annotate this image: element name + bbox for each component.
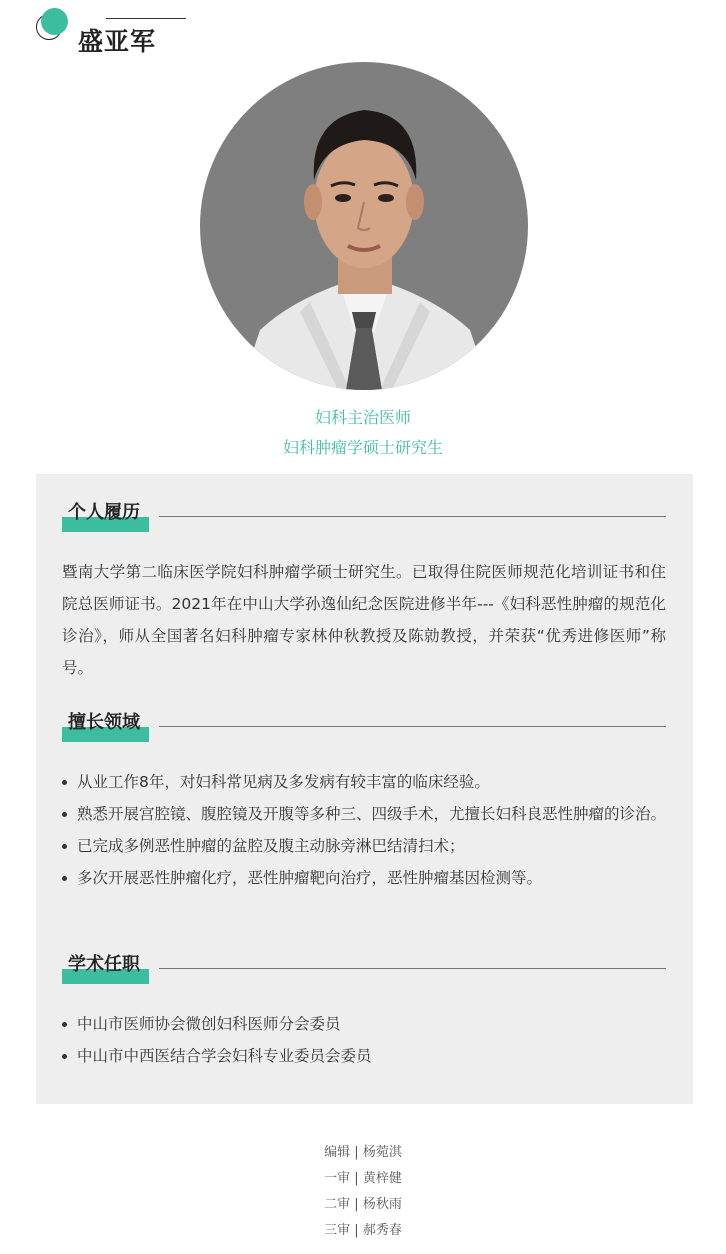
doctor-name: 盛亚军 [78,27,157,56]
resume-paragraph: 暨南大学第二临床医学院妇科肿瘤学硕士研究生。已取得住院医师规范化培训证书和住院总医师证书。2021年在中山大学孙逸仙纪念医院进修半年---《妇科恶性肿瘤的规范化诊治》，师从全国著名妇科肿瘤专家林仲秋教授及陈勍教授，并荣获“优秀进修医师”称号。 [62,563,666,677]
credit-review-2: 二审 | 杨秋雨 [324,1197,402,1212]
credit-editor: 编辑 | 杨菀淇 [324,1145,402,1160]
list-item: 已完成多例恶性肿瘤的盆腔及腹主动脉旁淋巴结清扫术； [62,830,666,862]
list-item: 从业工作8年，对妇科常见病及多发病有较丰富的临床经验。 [62,766,666,798]
header-line [106,18,186,19]
list-item: 多次开展恶性肿瘤化疗，恶性肿瘤靶向治疗，恶性肿瘤基因检测等。 [62,862,666,894]
section-heading [62,500,666,534]
doctor-portrait [200,62,528,390]
section-resume [62,500,666,684]
credit-review-1: 一审 | 黄梓健 [324,1171,402,1186]
heading-rule [159,726,666,727]
section-title: 擅长领域 [68,712,140,733]
section-expertise [62,710,666,894]
doctor-titles [0,403,726,463]
decorative-circle-fill [41,8,68,35]
list-item: 熟悉开展宫腔镜、腹腔镜及开腹等多种三、四级手术，尤擅长妇科良恶性肿瘤的诊治。 [62,798,666,830]
name-header [36,6,236,56]
heading-rule [159,516,666,517]
title-attending: 妇科主治医师 [314,408,411,427]
list-item: 中山市中西医结合学会妇科专业委员会委员 [62,1040,666,1072]
section-positions [62,952,666,1072]
credits [0,1140,726,1244]
profile-card [36,474,693,1104]
section-heading [62,952,666,986]
section-title: 个人履历 [68,502,140,523]
positions-list [62,1008,666,1072]
section-title: 学术任职 [68,954,140,975]
list-item: 中山市医师协会微创妇科医师分会委员 [62,1008,666,1040]
section-heading [62,710,666,744]
expertise-list [62,766,666,894]
credit-review-3: 三审 | 郝秀春 [324,1223,402,1238]
title-degree: 妇科肿瘤学硕士研究生 [282,438,443,457]
heading-rule [159,968,666,969]
